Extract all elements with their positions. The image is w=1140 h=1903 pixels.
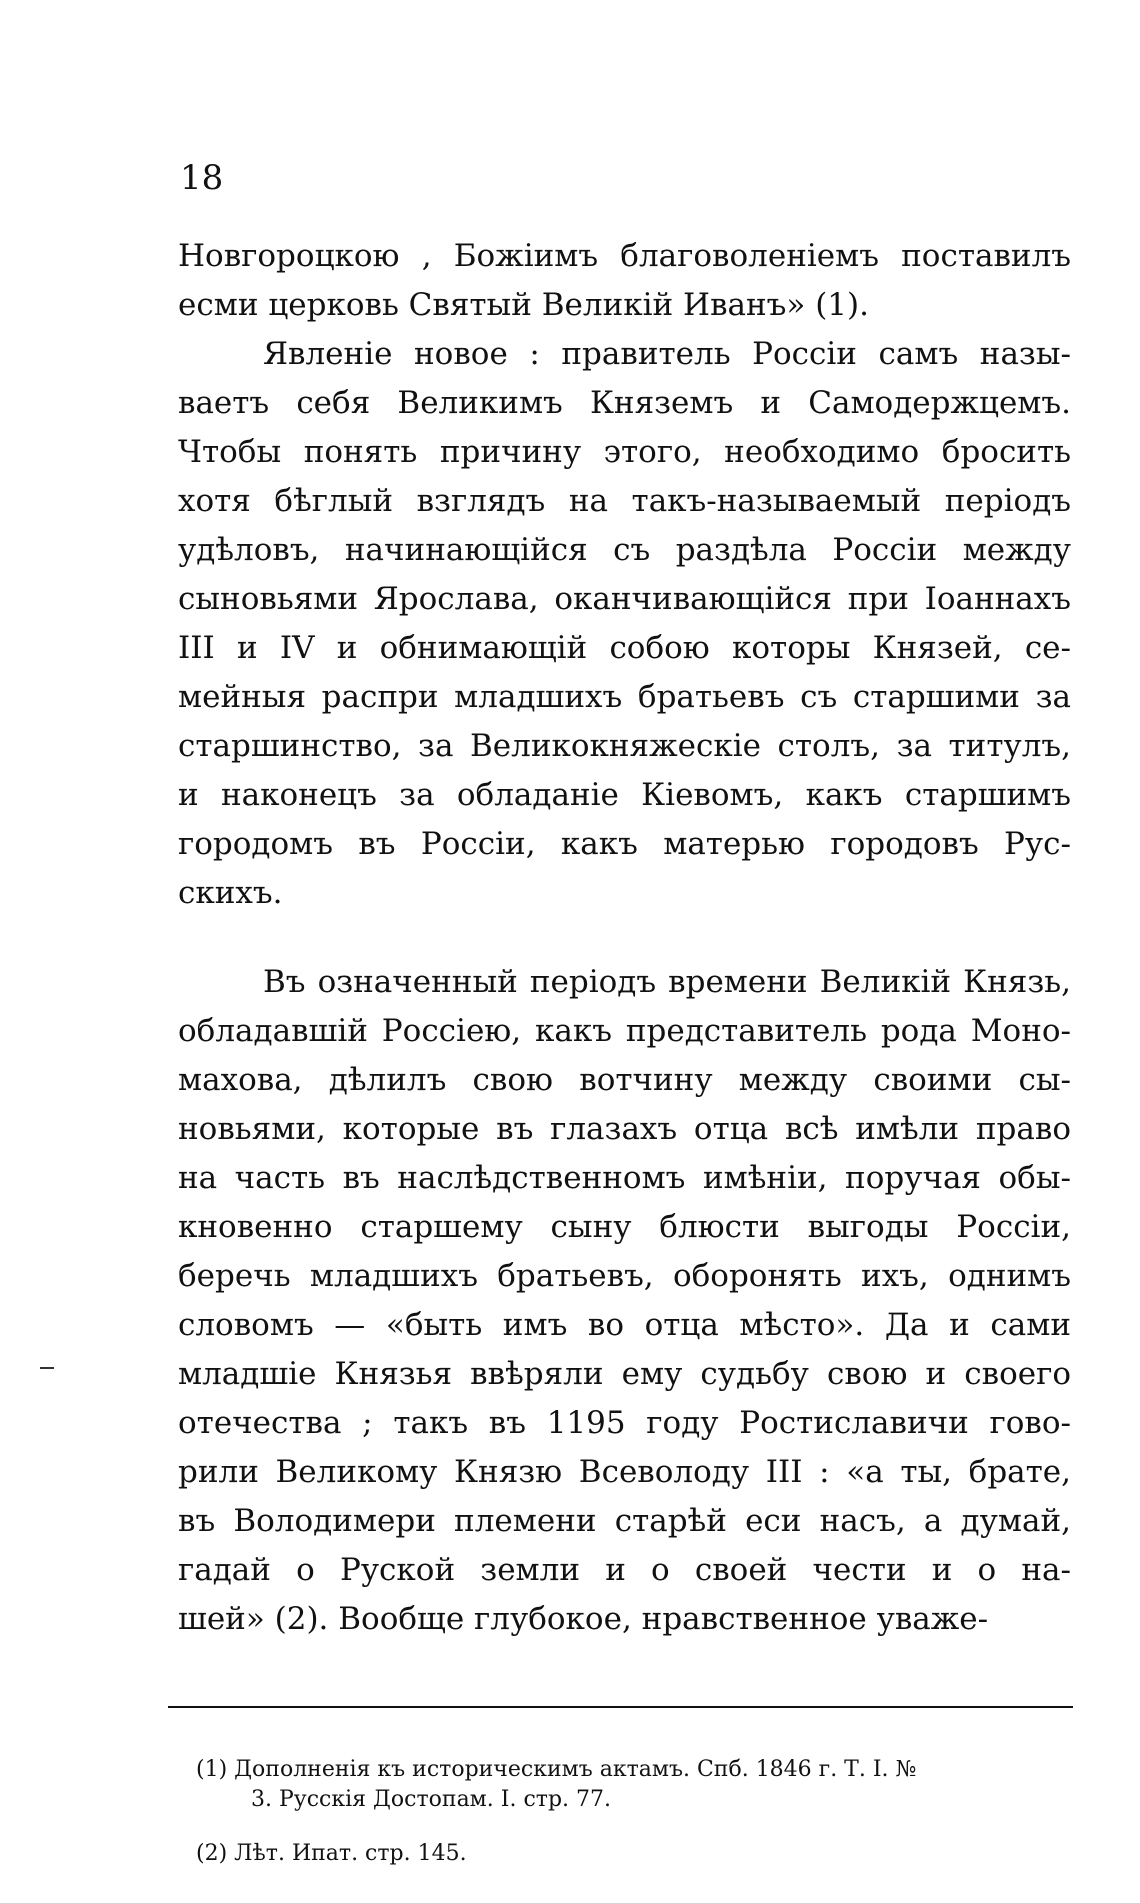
text-line: младшіе Князья ввѣряли ему судьбу свою и своего bbox=[178, 1356, 1071, 1392]
text-line: рили Великому Князю Всеволоду III : «а ты, брате, bbox=[178, 1454, 1071, 1490]
footnote-text: (1) Дополненія къ историческимъ актамъ. Спб. 1846 г. Т. I. № bbox=[196, 1757, 917, 1782]
footnote-divider bbox=[168, 1706, 1073, 1708]
footnotes bbox=[196, 1755, 1076, 1893]
text-line: шей» (2). Вообще глубокое, нравственное уваже- bbox=[178, 1601, 989, 1637]
text-line: III и IV и обнимающій собою которы Князей, се- bbox=[178, 630, 1071, 666]
text-line: мейныя распри младшихъ братьевъ съ старшими за bbox=[178, 679, 1071, 715]
text-line: новьями, которые въ глазахъ отца всѣ имѣли право bbox=[178, 1111, 1071, 1147]
text-line: есми церковь Святый Великій Иванъ» (1). bbox=[178, 287, 869, 323]
text-line: удѣловъ, начинающійся съ раздѣла Россіи между bbox=[178, 532, 1071, 568]
text-line: беречь младшихъ братьевъ, оборонять ихъ, однимъ bbox=[178, 1258, 1071, 1294]
paragraph bbox=[178, 330, 1071, 918]
text-line: махова, дѣлилъ свою вотчину между своими сы- bbox=[178, 1062, 1071, 1098]
text-line: ваетъ себя Великимъ Княземъ и Самодержцемъ. bbox=[178, 385, 1071, 421]
footnote bbox=[196, 1839, 1076, 1869]
text-line: словомъ — «быть имъ во отца мѣсто». Да и сами bbox=[178, 1307, 1071, 1343]
main-text bbox=[178, 232, 1071, 1644]
text-line: гадай о Руской земли и о своей чести и о на- bbox=[178, 1552, 1071, 1588]
text-line: Въ означенный періодъ времени Великій Князь, bbox=[263, 964, 1071, 1000]
text-line: хотя бѣглый взглядъ на такъ-называемый періодъ bbox=[178, 483, 1071, 519]
text-line: Явленіе новое : правитель Россіи самъ назы- bbox=[263, 336, 1071, 372]
page-number: 18 bbox=[180, 158, 224, 198]
text-line: и наконецъ за обладаніе Кіевомъ, какъ старшимъ bbox=[178, 777, 1071, 813]
text-line: обладавшій Россіею, какъ представитель рода Моно- bbox=[178, 1013, 1071, 1049]
text-line: Чтобы понять причину этого, необходимо бросить bbox=[178, 434, 1071, 470]
text-line: скихъ. bbox=[178, 875, 283, 911]
margin-mark bbox=[40, 1367, 54, 1369]
text-line: старшинство, за Великокняжескіе столъ, за титулъ, bbox=[178, 728, 1071, 764]
text-line: Новгороцкою , Божіимъ благоволеніемъ поставилъ bbox=[178, 238, 1071, 274]
paragraph bbox=[178, 232, 1071, 330]
text-line: кновенно старшему сыну блюсти выгоды Россіи, bbox=[178, 1209, 1071, 1245]
footnote-continuation: 3. Русскія Достопам. I. стр. 77. bbox=[251, 1787, 612, 1812]
paragraph bbox=[178, 958, 1071, 1644]
text-line: городомъ въ Россіи, какъ матерью городовъ Рус- bbox=[178, 826, 1071, 862]
text-line: на часть въ наслѣдственномъ имѣніи, поручая обы- bbox=[178, 1160, 1071, 1196]
text-line: отечества ; такъ въ 1195 году Ростиславичи гово- bbox=[178, 1405, 1071, 1441]
text-line: сыновьями Ярослава, оканчивающійся при Іоаннахъ bbox=[178, 581, 1071, 617]
text-line: въ Володимери племени старѣй еси насъ, а думай, bbox=[178, 1503, 1071, 1539]
footnote bbox=[196, 1755, 1076, 1815]
footnote-text: (2) Лѣт. Ипат. стр. 145. bbox=[196, 1841, 467, 1866]
